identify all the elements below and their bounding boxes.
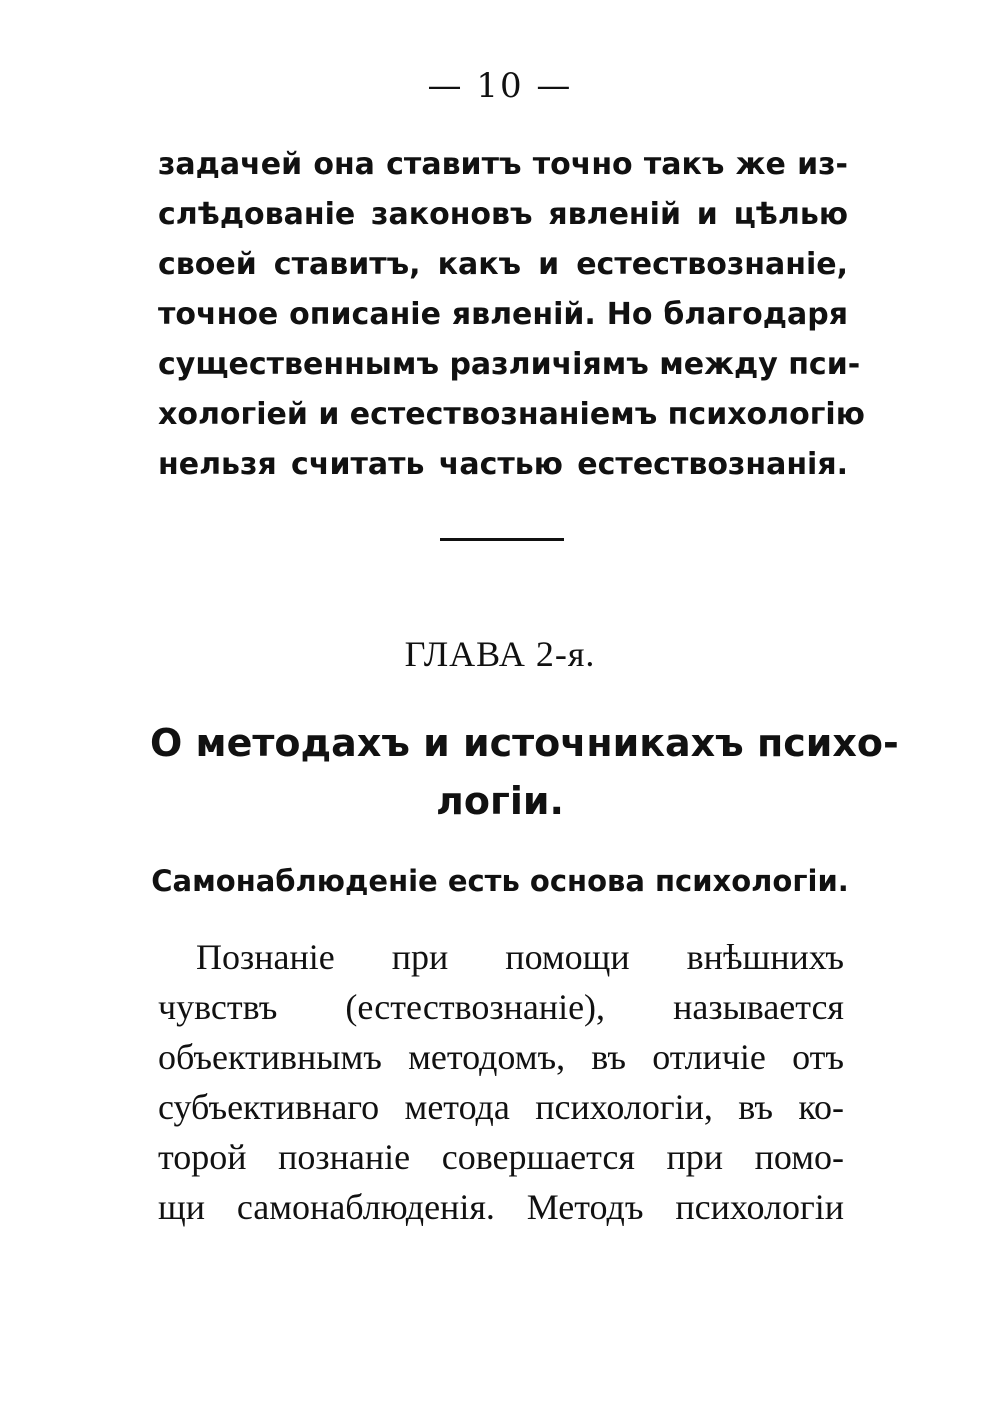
paragraph-line: щи самонаблюденія. Методъ психологіи (158, 1187, 844, 1227)
continuation-paragraph (158, 140, 865, 490)
paragraph-line: слѣдованіе законовъ явленій и цѣлью (158, 197, 848, 232)
paragraph-line: чувствъ (естествознаніе), называется (158, 987, 844, 1027)
section-heading: Самонаблюденіе есть основа психологіи. (151, 864, 849, 898)
paragraph-line: субъективнаго метода психологіи, въ ко- (158, 1087, 844, 1127)
paragraph-line: точное описаніе явленій. Но благодаря (158, 297, 848, 332)
paragraph-line: торой познаніе совершается при помо- (158, 1137, 844, 1177)
body-paragraph (158, 932, 844, 1232)
paragraph-line: существеннымъ различіямъ между пси- (158, 347, 861, 382)
section-divider (440, 538, 564, 541)
paragraph-line: задачей она ставитъ точно такъ же из- (158, 147, 848, 182)
chapter-title-line: О методахъ и источникахъ психо- (150, 721, 899, 765)
page-number: — 10 — (427, 66, 573, 106)
paragraph-line: объективнымъ методомъ, въ отличіе отъ (158, 1037, 844, 1077)
paragraph-line: своей ставитъ, какъ и естествознаніе, (158, 247, 848, 282)
paragraph-line: хологіей и естествознаніемъ психологію (158, 397, 865, 432)
chapter-title-line: логіи. (436, 779, 564, 823)
paragraph-line: Познаніе при помощи внѣшнихъ (196, 937, 844, 977)
chapter-title (150, 714, 899, 830)
paragraph-line: нельзя считать частью естествознанія. (158, 447, 848, 482)
chapter-label: ГЛАВА 2-я. (404, 634, 596, 674)
